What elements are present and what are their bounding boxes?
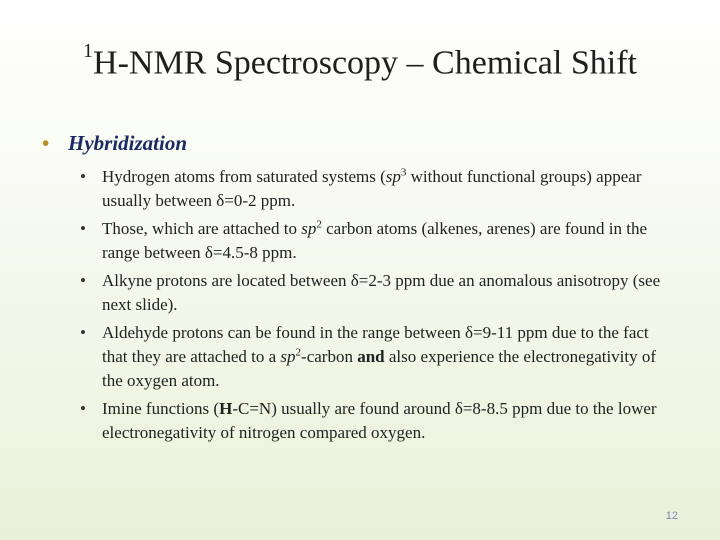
bullet-icon: • — [80, 219, 86, 238]
item-bold: H — [219, 399, 233, 418]
item-superscript: 3 — [400, 166, 407, 179]
item-italic: sp — [385, 167, 401, 186]
item-italic: sp — [280, 347, 296, 366]
title-text: H-NMR Spectroscopy – Chemical Shift — [93, 44, 637, 82]
list-item — [78, 269, 678, 317]
item-bold: and — [357, 347, 385, 366]
page-number: 12 — [665, 510, 678, 522]
item-text: Those, which are attached to — [102, 219, 302, 238]
item-text: carbon atoms (alkenes, arenes) are found in the range between δ=4.5-8 ppm. — [102, 219, 648, 262]
bullet-icon: • — [80, 323, 86, 342]
slide-title — [0, 40, 720, 82]
list-item — [78, 217, 678, 265]
item-text: also experience the electronegativity of the oxygen atom. — [102, 347, 657, 390]
item-text: Aldehyde protons can be found in the range between δ=9-11 ppm due to the fact that they are attached to a — [102, 323, 649, 366]
item-text: Alkyne protons are located between δ=2-3 ppm due an anomalous anisotropy (see next slide). — [102, 271, 661, 314]
item-text: without functional groups) appear usually between δ=0-2 ppm. — [102, 167, 642, 210]
list-item — [78, 397, 678, 445]
heading-text: Hybridization — [68, 131, 188, 155]
item-text: Hydrogen atoms from saturated systems ( — [102, 167, 386, 186]
item-superscript: 2 — [316, 218, 322, 231]
title-superscript: 1 — [83, 40, 94, 62]
item-italic: sp — [301, 219, 317, 238]
item-text: -carbon — [301, 347, 358, 366]
item-text: Imine functions ( — [102, 399, 220, 418]
bullet-icon: • — [80, 271, 86, 290]
bullet-icon: • — [80, 167, 86, 186]
section-heading — [42, 131, 187, 156]
item-superscript: 2 — [295, 346, 302, 359]
item-text: -C=N) usually are found around δ=8-8.5 ppm due to the lower electronegativity of nitrogen compared oxygen. — [102, 399, 657, 442]
bullet-icon: • — [80, 399, 86, 418]
heading-bullet: • — [42, 131, 50, 155]
bullet-list — [78, 165, 678, 449]
list-item — [78, 321, 678, 393]
list-item — [78, 165, 678, 213]
